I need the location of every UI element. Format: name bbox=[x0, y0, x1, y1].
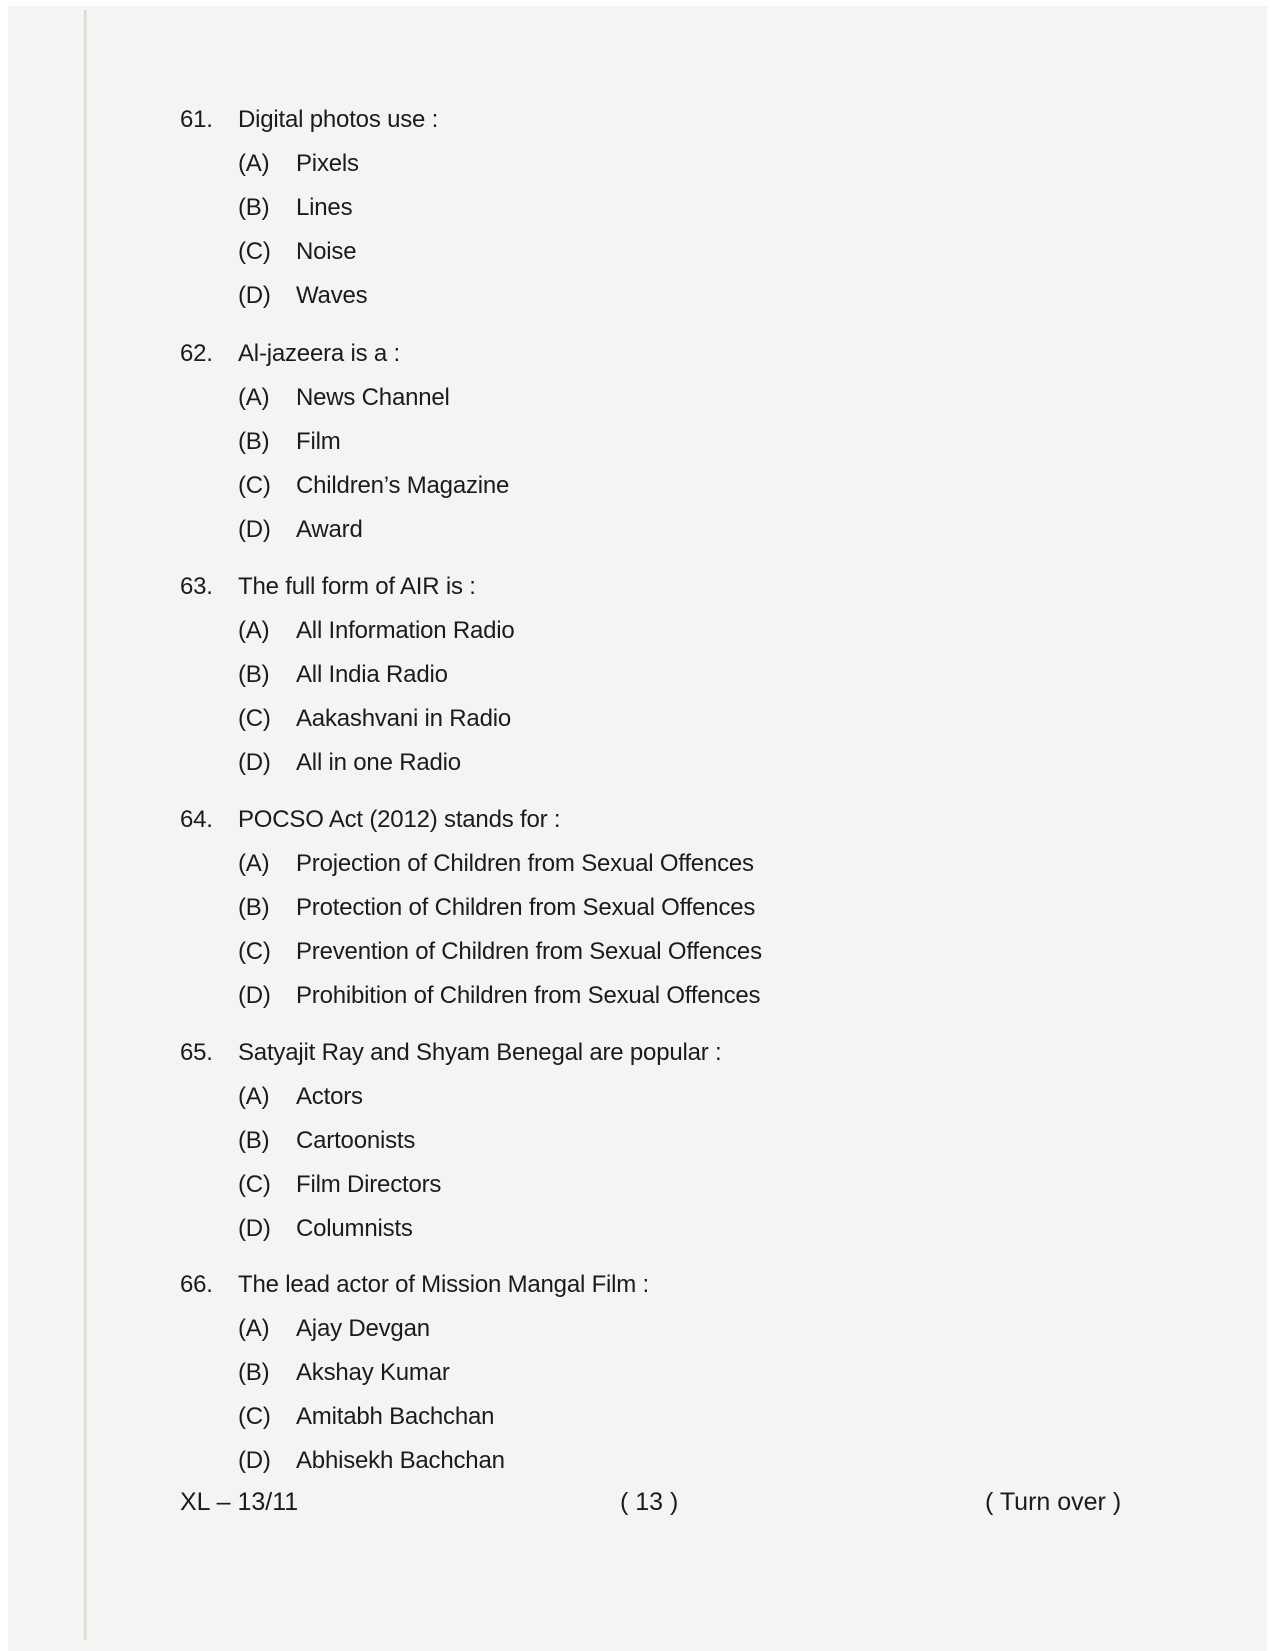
question-number: 63. bbox=[180, 573, 213, 600]
option-letter: (D) bbox=[238, 982, 271, 1009]
option-d bbox=[180, 274, 438, 318]
question-64 bbox=[180, 798, 762, 1018]
option-text: Protection of Children from Sexual Offences bbox=[296, 894, 756, 921]
option-b bbox=[180, 420, 509, 464]
option-letter: (B) bbox=[238, 894, 270, 921]
option-text: Columnists bbox=[296, 1215, 413, 1242]
question-text: The full form of AIR is : bbox=[238, 573, 476, 600]
option-text: Prohibition of Children from Sexual Offences bbox=[296, 982, 761, 1009]
option-text: Prevention of Children from Sexual Offences bbox=[296, 938, 762, 965]
option-c bbox=[180, 230, 438, 274]
option-d bbox=[180, 1439, 649, 1483]
question-number: 65. bbox=[180, 1039, 213, 1066]
question-62 bbox=[180, 332, 509, 552]
question-text: Al-jazeera is a : bbox=[238, 340, 400, 367]
option-text: Waves bbox=[296, 282, 368, 309]
option-b bbox=[180, 1119, 722, 1163]
option-letter: (B) bbox=[238, 428, 270, 455]
question-stem bbox=[180, 1031, 722, 1075]
option-letter: (D) bbox=[238, 1215, 271, 1242]
option-c bbox=[180, 697, 515, 741]
question-number: 62. bbox=[180, 340, 213, 367]
option-text: Lines bbox=[296, 194, 353, 221]
question-number: 66. bbox=[180, 1271, 213, 1298]
option-letter: (C) bbox=[238, 1171, 271, 1198]
option-text: Aakashvani in Radio bbox=[296, 705, 512, 732]
question-65 bbox=[180, 1031, 722, 1251]
option-letter: (B) bbox=[238, 661, 270, 688]
option-letter: (D) bbox=[238, 1447, 271, 1474]
option-a bbox=[180, 1075, 722, 1119]
turn-over-note: ( Turn over ) bbox=[985, 1488, 1122, 1516]
option-b bbox=[180, 186, 438, 230]
option-text: Film Directors bbox=[296, 1171, 442, 1198]
option-c bbox=[180, 1395, 649, 1439]
option-letter: (C) bbox=[238, 938, 271, 965]
question-text: Digital photos use : bbox=[238, 106, 439, 133]
option-text: Children’s Magazine bbox=[296, 472, 510, 499]
option-letter: (A) bbox=[238, 384, 270, 411]
scan-edge-left bbox=[0, 0, 8, 1651]
question-text: POCSO Act (2012) stands for : bbox=[238, 806, 561, 833]
option-text: Cartoonists bbox=[296, 1127, 416, 1154]
option-a bbox=[180, 376, 509, 420]
question-text: The lead actor of Mission Mangal Film : bbox=[238, 1271, 650, 1298]
option-c bbox=[180, 930, 762, 974]
option-text: Ajay Devgan bbox=[296, 1315, 430, 1342]
option-letter: (C) bbox=[238, 238, 271, 265]
question-66 bbox=[180, 1263, 649, 1483]
option-text: Award bbox=[296, 516, 363, 543]
binding-fold-line bbox=[84, 10, 87, 1640]
option-text: Projection of Children from Sexual Offences bbox=[296, 850, 754, 877]
option-letter: (D) bbox=[238, 282, 271, 309]
option-letter: (A) bbox=[238, 850, 270, 877]
option-b bbox=[180, 1351, 649, 1395]
question-number: 64. bbox=[180, 806, 213, 833]
option-d bbox=[180, 508, 509, 552]
question-63 bbox=[180, 565, 515, 785]
option-a bbox=[180, 142, 438, 186]
option-a bbox=[180, 609, 515, 653]
option-d bbox=[180, 974, 762, 1018]
option-letter: (C) bbox=[238, 705, 271, 732]
option-letter: (D) bbox=[238, 516, 271, 543]
option-d bbox=[180, 741, 515, 785]
option-letter: (C) bbox=[238, 1403, 271, 1430]
option-a bbox=[180, 1307, 649, 1351]
option-text: Abhisekh Bachchan bbox=[296, 1447, 505, 1474]
option-letter: (A) bbox=[238, 617, 270, 644]
option-c bbox=[180, 1163, 722, 1207]
option-text: All in one Radio bbox=[296, 749, 461, 776]
question-stem bbox=[180, 98, 438, 142]
option-letter: (A) bbox=[238, 1083, 270, 1110]
option-letter: (A) bbox=[238, 1315, 270, 1342]
option-text: Noise bbox=[296, 238, 357, 265]
option-text: News Channel bbox=[296, 384, 450, 411]
scan-edge-right bbox=[1267, 0, 1275, 1651]
option-text: Akshay Kumar bbox=[296, 1359, 450, 1386]
option-text: Amitabh Bachchan bbox=[296, 1403, 495, 1430]
option-letter: (B) bbox=[238, 194, 270, 221]
question-61 bbox=[180, 98, 438, 318]
question-text: Satyajit Ray and Shyam Benegal are popular : bbox=[238, 1039, 722, 1066]
option-text: Actors bbox=[296, 1083, 363, 1110]
question-stem bbox=[180, 1263, 649, 1307]
paper-code: XL – 13/11 bbox=[180, 1488, 299, 1516]
option-text: All Information Radio bbox=[296, 617, 515, 644]
option-letter: (D) bbox=[238, 749, 271, 776]
option-text: All India Radio bbox=[296, 661, 448, 688]
option-c bbox=[180, 464, 509, 508]
question-number: 61. bbox=[180, 106, 213, 133]
option-a bbox=[180, 842, 762, 886]
option-text: Pixels bbox=[296, 150, 359, 177]
option-letter: (B) bbox=[238, 1359, 270, 1386]
option-letter: (B) bbox=[238, 1127, 270, 1154]
option-b bbox=[180, 886, 762, 930]
scan-edge-top bbox=[0, 0, 1275, 6]
option-text: Film bbox=[296, 428, 341, 455]
question-stem bbox=[180, 565, 515, 609]
page-number: ( 13 ) bbox=[620, 1488, 679, 1516]
option-letter: (A) bbox=[238, 150, 270, 177]
option-d bbox=[180, 1207, 722, 1251]
question-stem bbox=[180, 798, 762, 842]
option-letter: (C) bbox=[238, 472, 271, 499]
question-stem bbox=[180, 332, 509, 376]
option-b bbox=[180, 653, 515, 697]
